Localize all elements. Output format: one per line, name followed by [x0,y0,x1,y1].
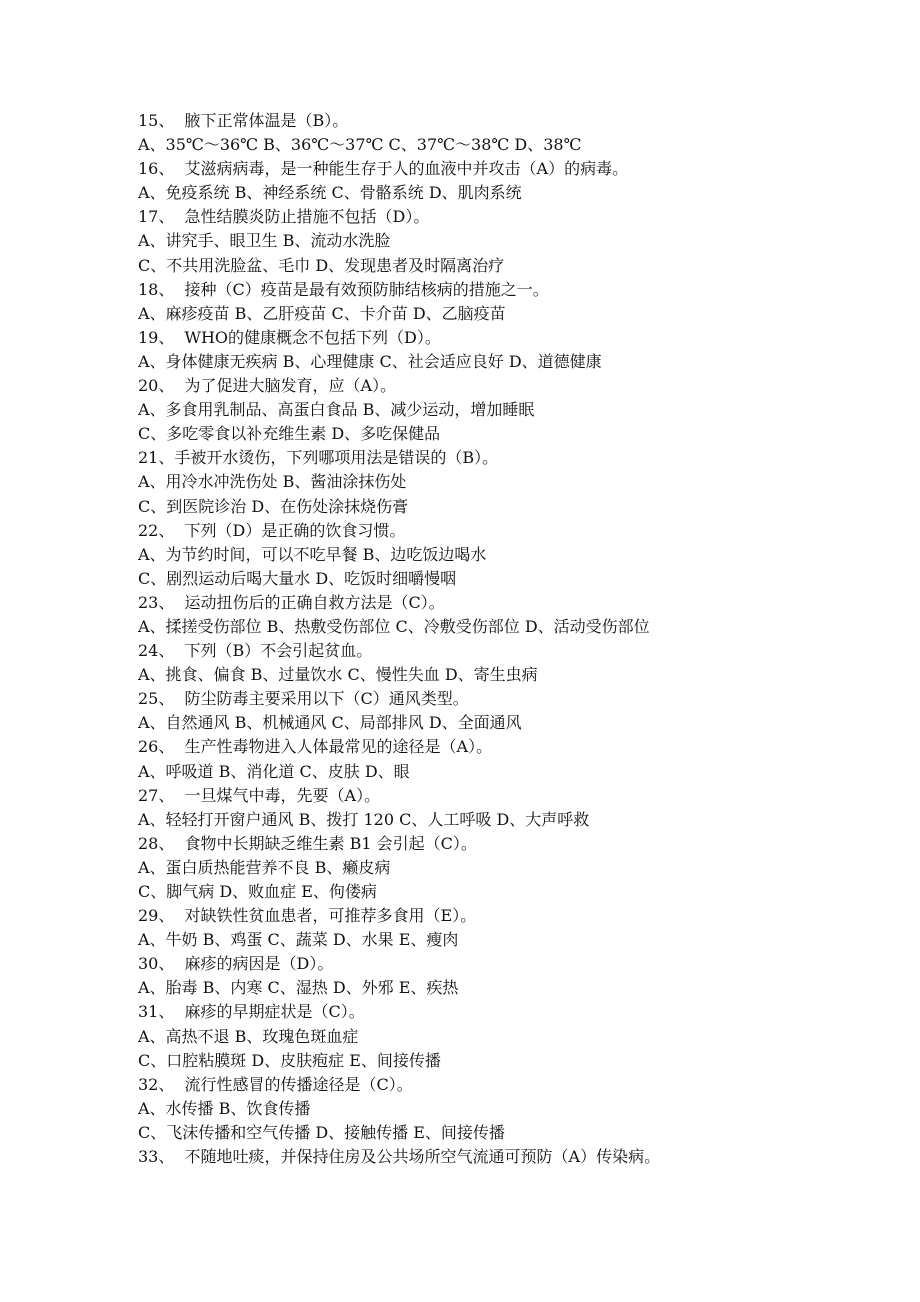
text-line: 28、 食物中长期缺乏维生素 B1 会引起（C）。 [138,833,477,853]
text-line: 17、 急性结膜炎防止措施不包括（D）。 [138,207,430,227]
text-line: 24、 下列（B）不会引起贫血。 [138,641,373,661]
text-line: 27、 一旦煤气中毒，先要（A）。 [138,785,381,805]
text-line: A、免疫系统 B、神经系统 C、骨骼系统 D、肌肉系统 [138,183,522,203]
text-line: 31、 麻疹的早期症状是（C）。 [138,1002,365,1022]
text-line: C、脚气病 D、败血症 E、佝偻病 [138,882,377,901]
text-line: 15、 腋下正常体温是（B）。 [138,111,349,130]
text-line: A、35℃～36℃ B、36℃～37℃ C、37℃～38℃ D、38℃ [138,135,582,155]
text-line: A、麻疹疫苗 B、乙肝疫苗 C、卡介苗 D、乙脑疫苗 [138,303,506,323]
text-line: 26、 生产性毒物进入人体最常见的途径是（A）。 [138,737,493,757]
text-line: 16、 艾滋病病毒，是一种能生存于人的血液中并攻击（A）的病毒。 [138,159,629,179]
text-line: C、不共用洗脸盆、毛巾 D、发现患者及时隔离治疗 [138,255,505,275]
text-line: C、飞沫传播和空气传播 D、接触传播 E、间接传播 [138,1122,505,1142]
text-line: 25、 防尘防毒主要采用以下（C）通风类型。 [138,689,469,709]
text-line: A、高热不退 B、玫瑰色斑血症 [138,1026,359,1046]
text-line: A、讲究手、眼卫生 B、流动水洗脸 [138,231,391,251]
text-line: A、呼吸道 B、消化道 C、皮肤 D、眼 [138,761,410,781]
text-line: A、自然通风 B、机械通风 C、局部排风 D、全面通风 [138,713,522,733]
text-line: 22、 下列（D）是正确的饮食习惯。 [138,520,406,540]
question-list [138,109,898,1169]
text-line: A、水传播 B、饮食传播 [138,1098,311,1118]
text-line: A、用冷水冲洗伤处 B、酱油涂抹伤处 [138,472,407,492]
text-line: A、多食用乳制品、高蛋白食品 B、减少运动，增加睡眠 [138,400,535,420]
text-line: 23、 运动扭伤后的正确自救方法是（C）。 [138,592,445,612]
text-line: A、牛奶 B、鸡蛋 C、蔬菜 D、水果 E、瘦肉 [138,930,459,950]
text-line: 29、 对缺铁性贫血患者，可推荐多食用（E）。 [138,906,477,926]
text-line: 33、 不随地吐痰，并保持住房及公共场所空气流通可预防（A）传染病。 [138,1147,661,1167]
text-line: 20、 为了促进大脑发育，应（A）。 [138,376,397,396]
text-line: A、为节约时间，可以不吃早餐 B、边吃饭边喝水 [138,544,487,564]
text-line: 21、手被开水烫伤，下列哪项用法是错误的（B）。 [138,448,499,468]
text-line: A、挑食、偏食 B、过量饮水 C、慢性失血 D、寄生虫病 [138,665,538,685]
text-line: A、胎毒 B、内寒 C、湿热 D、外邪 E、疾热 [138,978,459,998]
text-line: 19、 WHO的健康概念不包括下列（D）。 [138,327,441,347]
text-line: A、身体健康无疾病 B、心理健康 C、社会适应良好 D、道德健康 [138,351,602,371]
text-line: 30、 麻疹的病因是（D）。 [138,954,334,974]
text-line: C、到医院诊治 D、在伤处涂抹烧伤膏 [138,496,409,516]
text-line: C、剧烈运动后喝大量水 D、吃饭时细嚼慢咽 [138,568,457,588]
text-line: A、蛋白质热能营养不良 B、癞皮病 [138,857,391,877]
text-line: 32、 流行性感冒的传播途径是（C）。 [138,1074,413,1094]
text-line: 18、 接种（C）疫苗是最有效预防肺结核病的措施之一。 [138,279,549,299]
text-line: C、口腔粘膜斑 D、皮肤疱症 E、间接传播 [138,1050,441,1070]
text-line: C、多吃零食以补充维生素 D、多吃保健品 [138,424,441,444]
text-line: A、轻轻打开窗户通风 B、拨打 120 C、人工呼吸 D、大声呼救 [138,809,590,829]
text-line: A、揉搓受伤部位 B、热敷受伤部位 C、冷敷受伤部位 D、活动受伤部位 [138,616,650,636]
